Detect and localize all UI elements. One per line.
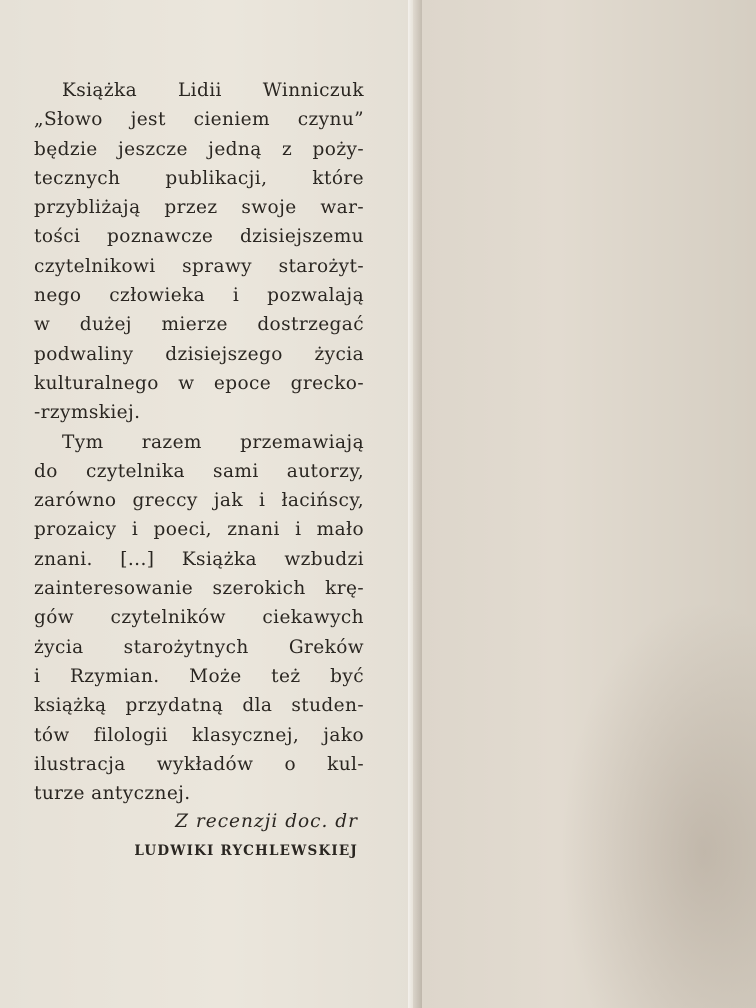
text-line: ilustracja wykładów o kul- [34,753,364,775]
text-line: będzie jeszcze jedną z poży- [34,138,364,160]
text-line: -rzymskiej. [34,402,141,424]
text-line: książką przydatną dla studen- [34,695,364,717]
signature-author: LUDWIKI RYCHLEWSKIEJ [134,843,358,859]
paragraph-2 [34,428,364,809]
text-line: tecznych publikacji, które [34,167,364,189]
text-line: i Rzymian. Może też być [34,665,364,687]
text-line: „Słowo jest cieniem czynu” [34,109,364,131]
text-line: w dużej mierze dostrzegać [34,314,364,336]
text-line: nego człowieka i pozwalają [34,285,364,307]
text-line: Książka Lidii Winniczuk [62,80,364,101]
text-line: przybliżają przez swoje war- [34,197,364,219]
text-line: znani. [...] Książka wzbudzi [34,548,364,570]
text-line: gów czytelników ciekawych [34,607,364,629]
text-line: życia starożytnych Greków [34,636,364,658]
cover-shadow [560,600,756,1008]
text-line: tości poznawcze dzisiejszemu [34,226,364,248]
text-line: czytelnikowi sprawy starożyt- [34,255,364,277]
signature-source: Z recenzji doc. dr [175,811,358,832]
review-signature [84,808,358,866]
text-line: zainteresowanie szerokich krę- [34,578,364,600]
paragraph-1 [34,76,364,428]
text-line: prozaicy i poeci, znani i mało [34,519,364,541]
text-line: tów filologii klasycznej, jako [34,724,364,746]
review-text [34,76,364,808]
text-line: turze antycznej. [34,783,191,805]
text-line: zarówno greccy jak i łacińscy, [34,490,364,512]
text-line: do czytelnika sami autorzy, [34,460,364,482]
flap-edge [408,0,422,1008]
text-line: kulturalnego w epoce grecko- [34,372,364,394]
text-line: podwaliny dzisiejszego życia [34,343,364,365]
text-line: Tym razem przemawiają [62,431,364,453]
